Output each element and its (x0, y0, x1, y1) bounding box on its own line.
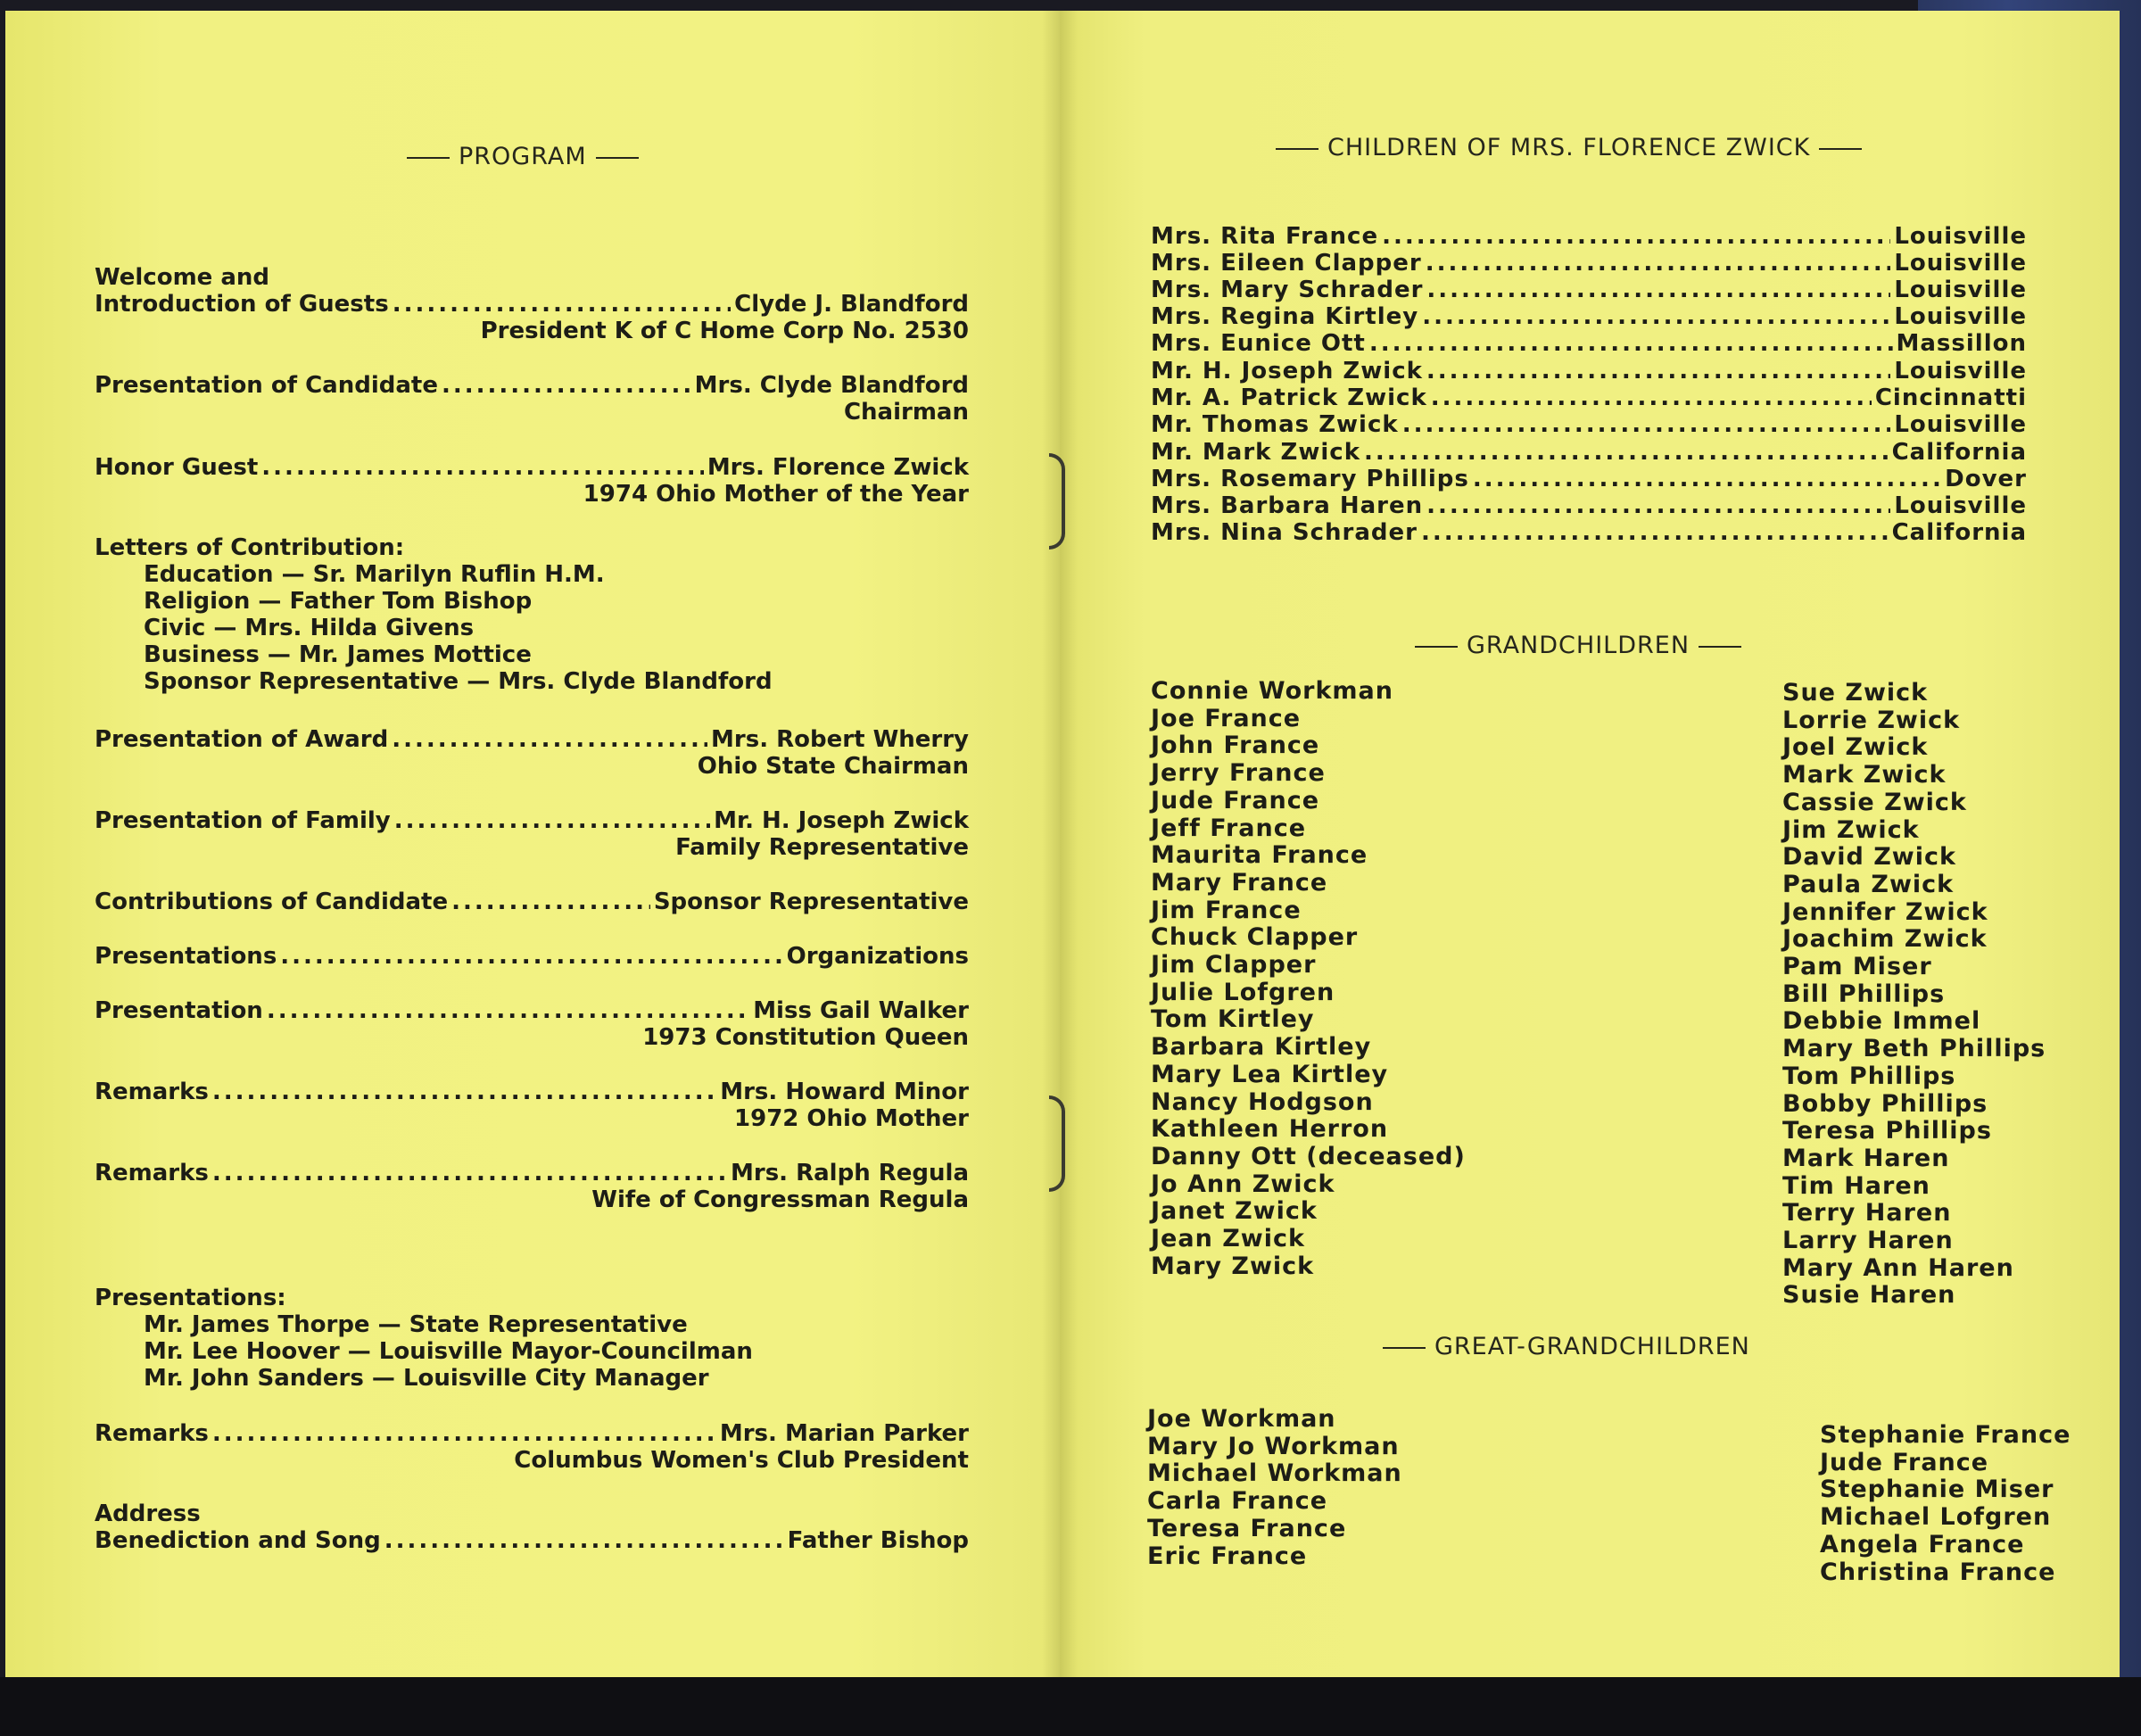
grandchild-name: Kathleen Herron (1151, 1115, 1389, 1144)
great-grandchild-name: Christina France (1820, 1558, 2056, 1586)
program-item-label: Remarks (95, 1420, 209, 1447)
child-city: Louisville (1894, 277, 2027, 303)
program-item-presentations (95, 943, 969, 970)
program-item-label: Remarks (95, 1079, 209, 1105)
grandchild-name: Jennifer Zwick (1782, 897, 1988, 926)
letter-entry: Religion — Father Tom Bishop (144, 588, 533, 615)
great-grandchild-name: Eric France (1147, 1542, 1308, 1570)
child-name: Mr. Thomas Zwick (1151, 411, 1399, 438)
dot-leader (1426, 250, 1891, 277)
program-item-label: Presentation of Candidate (95, 372, 438, 399)
child-row (1151, 330, 2027, 357)
child-row (1151, 250, 2027, 277)
child-row (1151, 277, 2027, 303)
program-item-role: President K of C Home Corp No. 2530 (480, 318, 969, 344)
program-item-role: Columbus Women's Club President (514, 1447, 969, 1474)
program-item-presentation (95, 997, 969, 1051)
dot-leader (212, 1160, 727, 1186)
staple-bottom (1049, 1095, 1065, 1192)
program-item-role: Wife of Congressman Regula (591, 1186, 969, 1213)
grandchild-name: Bill Phillips (1782, 980, 1946, 1008)
letter-entry: Business — Mr. James Mottice (144, 641, 532, 668)
dot-leader (1421, 519, 1889, 546)
child-city: Louisville (1894, 303, 2027, 330)
program-item-person: Mrs. Robert Wherry (711, 726, 969, 753)
child-city: Massillon (1896, 330, 2027, 357)
program-item-award (95, 726, 969, 780)
grandchild-name: Terry Haren (1782, 1199, 1952, 1228)
child-city: Dover (1945, 466, 2027, 492)
grandchild-name: Teresa Phillips (1782, 1117, 1992, 1145)
grandchild-name: Maurita France (1151, 841, 1368, 870)
grandchild-name: Janet Zwick (1151, 1197, 1318, 1226)
grandchildren-heading-text: GRANDCHILDREN (1467, 632, 1690, 659)
great-grandchild-name: Angela France (1820, 1530, 2025, 1558)
program-item-label: Presentation (95, 997, 263, 1024)
grandchild-name: Joel Zwick (1782, 733, 1929, 762)
program-item-contributions (95, 889, 969, 915)
grandchild-name: Mark Haren (1782, 1144, 1950, 1172)
presentation-entry: Mr. James Thorpe — State Representative (144, 1311, 688, 1338)
program-item-person: Mrs. Clyde Blandford (694, 372, 969, 399)
program-item-label: Introduction of Guests (95, 291, 389, 318)
grandchild-name: Mary Ann Haren (1782, 1253, 2014, 1282)
child-city: California (1891, 439, 2027, 466)
child-name: Mrs. Rita France (1151, 223, 1379, 250)
grandchild-name: Mary France (1151, 868, 1328, 897)
heading-rule (1276, 148, 1318, 150)
heading-rule (1699, 646, 1741, 648)
heading-rule (1383, 1347, 1426, 1349)
great-grandchild-name: Joe Workman (1147, 1405, 1336, 1433)
child-city: Cincinnatti (1874, 384, 2027, 411)
heading-rule (407, 157, 450, 159)
staple-top (1049, 453, 1065, 550)
grandchild-name: Nancy Hodgson (1151, 1087, 1374, 1116)
program-item-person: Father Bishop (787, 1527, 969, 1554)
grandchild-name: Tom Kirtley (1151, 1005, 1315, 1034)
children-heading (1267, 134, 1871, 161)
child-city: California (1891, 519, 2027, 546)
dot-leader (1364, 439, 1889, 466)
program-item-person: Mrs. Ralph Regula (731, 1160, 969, 1186)
dot-leader (1402, 411, 1891, 438)
grandchild-name: Jim France (1151, 896, 1302, 924)
child-name: Mr. H. Joseph Zwick (1151, 358, 1423, 384)
program-item-label: Letters of Contribution: (95, 534, 405, 561)
program-item-label: Presentation of Family (95, 807, 391, 834)
child-name: Mrs. Nina Schrader (1151, 519, 1418, 546)
grandchild-name: Mary Lea Kirtley (1151, 1060, 1389, 1088)
great-grandchild-name: Michael Lofgren (1820, 1503, 2052, 1532)
child-city: Louisville (1894, 250, 2027, 277)
great-grandchildren-left-column (1147, 1406, 1402, 1570)
heading-rule (596, 157, 639, 159)
great-grandchild-name: Jude France (1820, 1448, 1989, 1476)
program-item-role: 1972 Ohio Mother (734, 1105, 969, 1132)
child-row (1151, 492, 2027, 519)
child-name: Mrs. Regina Kirtley (1151, 303, 1419, 330)
child-row (1151, 384, 2027, 411)
program-item-person: Mrs. Florence Zwick (707, 454, 969, 481)
dot-leader (1473, 466, 1941, 492)
presentation-entry: Mr. Lee Hoover — Louisville Mayor-Councilman (144, 1338, 753, 1365)
great-grandchild-name: Mary Jo Workman (1147, 1432, 1400, 1460)
program-heading-text: PROGRAM (459, 143, 587, 170)
program-heading (398, 143, 648, 170)
child-row (1151, 303, 2027, 330)
child-name: Mr. Mark Zwick (1151, 439, 1360, 466)
grandchild-name: Jean Zwick (1151, 1225, 1305, 1253)
program-item-label: Presentation of Award (95, 726, 389, 753)
heading-rule (1819, 148, 1862, 150)
letter-entry: Civic — Mrs. Hilda Givens (144, 615, 475, 641)
grandchild-name: Chuck Clapper (1151, 923, 1359, 952)
program-item-role: 1973 Constitution Queen (642, 1024, 969, 1051)
dot-leader (392, 726, 707, 753)
program-item-remarks-regula (95, 1160, 969, 1213)
program-item-label: Benediction and Song (95, 1527, 381, 1554)
program-item-role: 1974 Ohio Mother of the Year (583, 481, 969, 508)
program-item-label: Address (95, 1500, 201, 1527)
grandchild-name: Danny Ott (deceased) (1151, 1142, 1466, 1170)
child-row (1151, 439, 2027, 466)
great-grandchildren-heading (1374, 1333, 1750, 1360)
program-item-role: Family Representative (675, 834, 969, 861)
great-grandchild-name: Stephanie France (1820, 1421, 2071, 1449)
dot-leader (384, 1527, 784, 1554)
grandchild-name: Joachim Zwick (1782, 925, 1988, 954)
program-item-person: Mr. H. Joseph Zwick (714, 807, 969, 834)
program-item-candidate (95, 372, 969, 426)
presentation-entry: Mr. John Sanders — Louisville City Manager (144, 1365, 709, 1392)
dot-leader (1426, 277, 1890, 303)
grandchild-name: Debbie Immel (1782, 1007, 1981, 1036)
program-item-remarks-parker (95, 1420, 969, 1474)
dot-leader (1382, 223, 1890, 250)
grandchild-name: Connie Workman (1151, 677, 1393, 705)
dot-leader (394, 807, 710, 834)
grandchild-name: David Zwick (1782, 843, 1956, 872)
grandchildren-heading (1406, 632, 1750, 659)
child-row (1151, 519, 2027, 546)
grandchild-name: Cassie Zwick (1782, 788, 1967, 816)
child-row (1151, 358, 2027, 384)
great-grandchild-name: Carla France (1147, 1487, 1328, 1516)
program-item-honor-guest (95, 454, 969, 508)
program-item-label: Presentations: (95, 1285, 286, 1311)
program-item-label: Honor Guest (95, 454, 259, 481)
dot-leader (280, 943, 782, 970)
grandchild-name: Joe France (1151, 704, 1302, 732)
great-grandchild-name: Teresa France (1147, 1514, 1347, 1542)
grandchild-name: Jim Zwick (1782, 815, 1920, 844)
dot-leader (1431, 384, 1872, 411)
program-item-person: Miss Gail Walker (753, 997, 969, 1024)
grandchild-name: John France (1151, 732, 1320, 760)
letter-entry: Education — Sr. Marilyn Ruflin H.M. (144, 561, 605, 588)
program-item-label: Remarks (95, 1160, 209, 1186)
dot-leader (442, 372, 691, 399)
program-item-welcome (95, 264, 969, 344)
dot-leader (212, 1420, 716, 1447)
child-name: Mrs. Mary Schrader (1151, 277, 1424, 303)
child-city: Louisville (1894, 358, 2027, 384)
grandchild-name: Paula Zwick (1782, 870, 1955, 898)
dot-leader (212, 1079, 716, 1105)
grandchild-name: Tom Phillips (1782, 1062, 1956, 1090)
program-item-letters (95, 534, 969, 695)
program-item-remarks-minor (95, 1079, 969, 1132)
program-page (5, 11, 1060, 1677)
booklet-fold (1042, 11, 1078, 1677)
heading-rule (1415, 646, 1458, 648)
great-grandchild-name: Michael Workman (1147, 1459, 1402, 1488)
grandchild-name: Jerry France (1151, 759, 1326, 788)
dot-leader (261, 454, 704, 481)
children-heading-text: CHILDREN OF MRS. FLORENCE ZWICK (1327, 134, 1811, 161)
grandchild-name: Mary Beth Phillips (1782, 1035, 2046, 1063)
program-item-label: Welcome and (95, 264, 270, 291)
grandchild-name: Mark Zwick (1782, 761, 1947, 789)
dot-leader (393, 291, 731, 318)
program-item-presentations-officials (95, 1285, 969, 1392)
grandchild-name: Jeff France (1151, 814, 1307, 842)
program-item-address (95, 1500, 969, 1554)
dot-leader (1369, 330, 1893, 357)
child-city: Louisville (1894, 492, 2027, 519)
great-grandchildren-right-column (1820, 1422, 2071, 1586)
great-grandchild-name: Stephanie Miser (1820, 1476, 2054, 1504)
program-item-person: Organizations (786, 943, 969, 970)
child-row (1151, 223, 2027, 250)
child-row (1151, 466, 2027, 492)
child-name: Mrs. Rosemary Phillips (1151, 466, 1469, 492)
grandchild-name: Jude France (1151, 786, 1320, 814)
grandchild-name: Bobby Phillips (1782, 1089, 1988, 1118)
program-item-person: Clyde J. Blandford (734, 291, 969, 318)
child-name: Mrs. Barbara Haren (1151, 492, 1424, 519)
grandchild-name: Pam Miser (1782, 953, 1932, 981)
dot-leader (1426, 492, 1890, 519)
child-city: Louisville (1894, 411, 2027, 438)
dot-leader (1422, 303, 1890, 330)
program-item-person: Mrs. Marian Parker (719, 1420, 969, 1447)
grandchild-name: Tim Haren (1782, 1171, 1930, 1200)
grandchild-name: Susie Haren (1782, 1281, 1956, 1310)
family-page (1060, 11, 2120, 1677)
background-table (0, 1677, 2141, 1736)
program-item-role: Ohio State Chairman (697, 753, 969, 780)
grandchildren-left-column (1151, 678, 1466, 1280)
dot-leader (451, 889, 650, 915)
child-name: Mr. A. Patrick Zwick (1151, 384, 1427, 411)
dot-leader (1426, 358, 1890, 384)
grandchild-name: Julie Lofgren (1151, 978, 1335, 1006)
grandchild-name: Barbara Kirtley (1151, 1033, 1372, 1062)
program-item-family (95, 807, 969, 861)
grandchildren-right-column (1782, 680, 2046, 1310)
grandchild-name: Jim Clapper (1151, 951, 1317, 980)
child-name: Mrs. Eileen Clapper (1151, 250, 1422, 277)
grandchild-name: Sue Zwick (1782, 679, 1929, 707)
great-grandchildren-heading-text: GREAT-GRANDCHILDREN (1434, 1333, 1750, 1360)
program-item-person: Mrs. Howard Minor (720, 1079, 969, 1105)
program-item-label: Contributions of Candidate (95, 889, 449, 915)
program-item-label: Presentations (95, 943, 277, 970)
grandchild-name: Jo Ann Zwick (1151, 1170, 1335, 1198)
dot-leader (267, 997, 749, 1024)
letter-entry: Sponsor Representative — Mrs. Clyde Blandford (144, 668, 773, 695)
child-name: Mrs. Eunice Ott (1151, 330, 1366, 357)
program-item-person: Sponsor Representative (653, 889, 969, 915)
program-item-role: Chairman (843, 399, 969, 426)
child-row (1151, 411, 2027, 438)
grandchild-name: Lorrie Zwick (1782, 706, 1961, 734)
grandchild-name: Larry Haren (1782, 1227, 1954, 1255)
child-city: Louisville (1894, 223, 2027, 250)
grandchild-name: Mary Zwick (1151, 1252, 1315, 1280)
